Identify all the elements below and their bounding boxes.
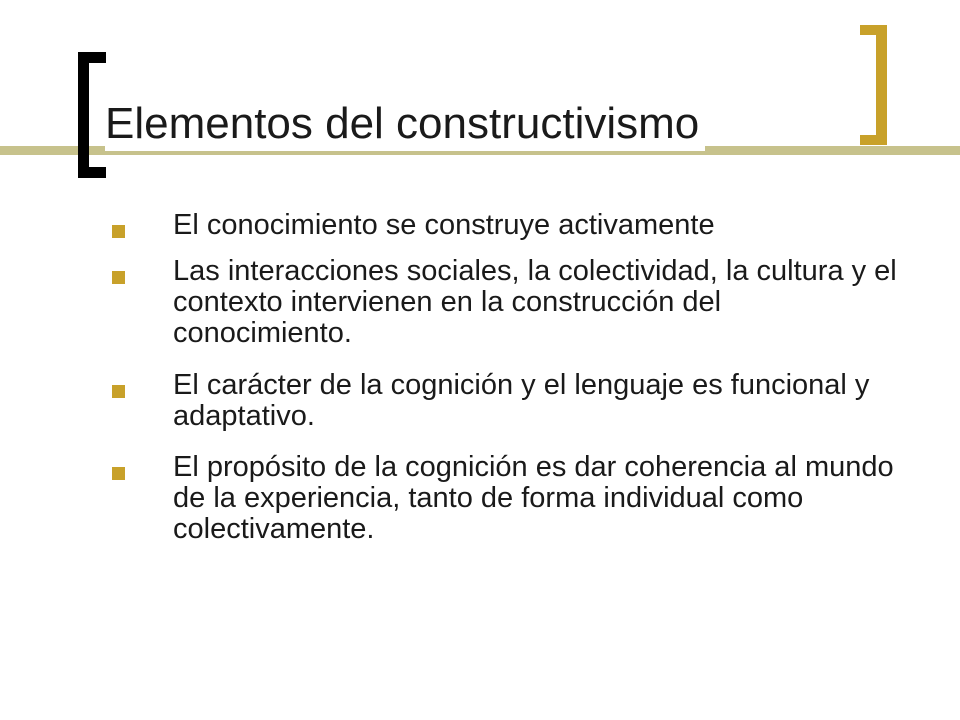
right-bracket-bottom-serif: [860, 135, 887, 145]
bullet-text: Las interacciones sociales, la colectividad, la cultura y el contexto intervienen en la construcción del conocimiento.: [173, 255, 897, 349]
left-bracket-top-serif: [78, 52, 106, 63]
bullet-text: El conocimiento se construye activamente: [173, 209, 715, 241]
right-bracket: [876, 25, 887, 145]
bullet-text: El propósito de la cognición es dar coherencia al mundo de la experiencia, tanto de forma individual como colectivamente.: [173, 451, 894, 545]
slide-title: Elementos del constructivismo: [105, 97, 705, 151]
square-bullet-icon: [112, 271, 125, 284]
square-bullet-icon: [112, 467, 125, 480]
left-bracket: [78, 52, 89, 178]
square-bullet-icon: [112, 225, 125, 238]
left-bracket-bottom-serif: [78, 167, 106, 178]
square-bullet-icon: [112, 385, 125, 398]
bullet-text: El carácter de la cognición y el lenguaje es funcional y adaptativo.: [173, 369, 870, 432]
right-bracket-top-serif: [860, 25, 887, 35]
